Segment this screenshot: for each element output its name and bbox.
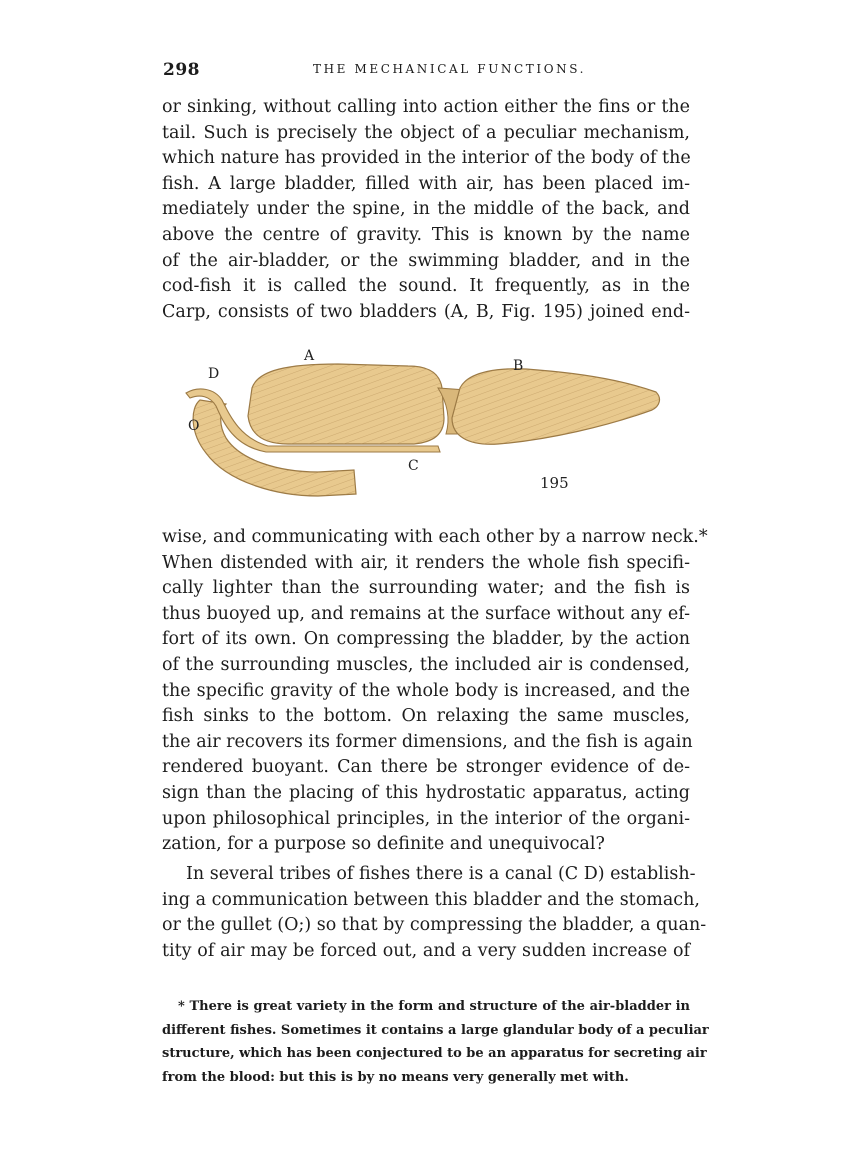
text-line: cally lighter than the surrounding water; and the fish is [162,578,690,599]
text-line: tail. Such is precisely the object of a peculiar mechanism, [162,122,690,143]
text-line: rendered buoyant. Can there be stronger evidence of de- [162,757,690,778]
footnote-line: structure, which has been conjectured to be an apparatus for secreting air [162,1046,707,1061]
running-head: THE MECHANICAL FUNCTIONS. [313,62,587,76]
text-line: upon philosophical principles, in the interior of the organi- [162,808,690,829]
text-line: of the surrounding muscles, the included air is condensed, [162,654,690,675]
text-line: In several tribes of fishes there is a canal (C D) establish- [186,864,696,884]
text-line: When distended with air, it renders the whole fish specifi- [162,552,690,573]
air-bladder-figure [168,348,668,518]
text-line: cod-fish it is called the sound. It frequently, as in the [162,276,690,297]
text-line: or the gullet (O;) so that by compressing the bladder, a quan- [162,915,707,936]
figure-label-b: B [513,358,524,374]
page-number: 298 [163,60,200,80]
text-line: thus buoyed up, and remains at the surface without any ef- [162,603,690,624]
text-line: fish. A large bladder, filled with air, has been placed im- [162,173,690,194]
air-bladder-illustration [168,348,668,518]
paragraph-2 [162,525,708,858]
text-line: wise, and communicating with each other by a narrow neck.* [162,527,708,547]
figure-number: 195 [540,474,569,492]
text-line: the air recovers its former dimensions, and the fish is again [162,731,693,752]
text-line: which nature has provided in the interior of the body of the [162,148,691,169]
text-line: the specific gravity of the whole body is increased, and the [162,680,690,701]
paragraph-1 [162,95,690,325]
footnote [162,995,709,1089]
text-line: zation, for a purpose so definite and unequivocal? [162,834,605,855]
text-line: mediately under the spine, in the middle of the back, and [162,199,690,220]
text-line: or sinking, without calling into action either the fins or the [162,97,690,117]
figure-label-d: D [208,366,220,382]
figure-label-a: A [304,348,315,364]
text-line: fort of its own. On compressing the bladder, by the action [162,629,690,650]
text-line: tity of air may be forced out, and a very sudden increase of [162,940,690,961]
text-line: above the centre of gravity. This is known by the name [162,224,690,245]
footnote-line: different fishes. Sometimes it contains a large glandular body of a peculiar [162,1022,709,1038]
text-line: ing a communication between this bladder and the stomach, [162,889,700,910]
text-line: fish sinks to the bottom. On relaxing the same muscles, [162,706,690,727]
text-line: sign than the placing of this hydrostatic apparatus, acting [162,782,690,803]
footnote-line: from the blood: but this is by no means very generally met with. [162,1069,629,1085]
text-line: Carp, consists of two bladders (A, B, Fig. 195) joined end- [162,301,690,322]
footnote-line: * There is great variety in the form and structure of the air-bladder in [178,999,690,1014]
paragraph-3 [162,862,707,964]
page-header [163,60,691,82]
text-line: of the air-bladder, or the swimming bladder, and in the [162,250,690,271]
figure-label-c: C [408,458,419,474]
figure-label-o: O [188,418,200,434]
